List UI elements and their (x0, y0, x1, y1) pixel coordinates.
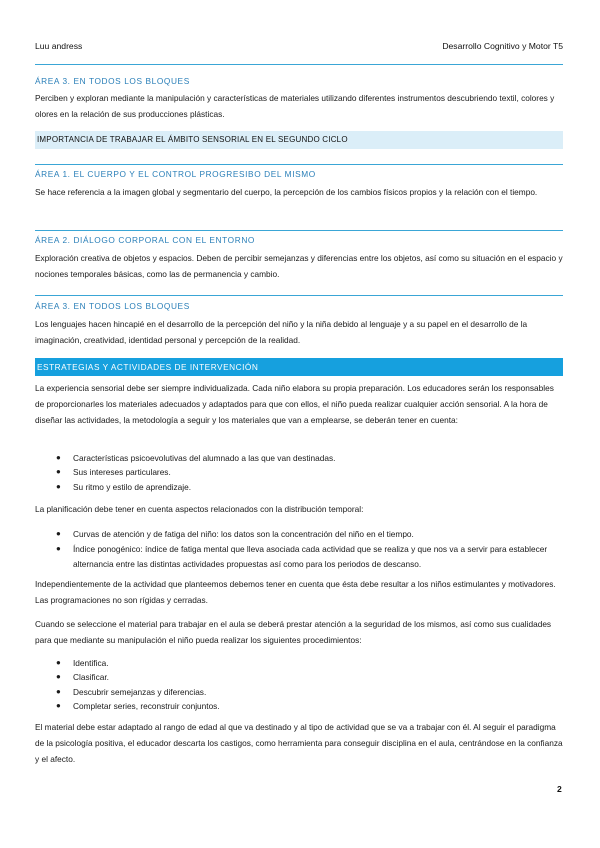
bullet-icon: ● (56, 453, 61, 462)
header-course: Desarrollo Cognitivo y Motor T5 (442, 41, 563, 51)
bullet-icon: ● (56, 686, 61, 696)
strategies-heading-band: ESTRATEGIAS Y ACTIVIDADES DE INTERVENCIÓN (35, 358, 563, 376)
list-item: ● Sus intereses particulares. (35, 465, 563, 479)
bullet-icon: ● (56, 672, 61, 682)
section-title-area1: ÁREA 1. EL CUERPO Y EL CONTROL PROGRESIBO DEL MISMO (35, 169, 316, 179)
selection-paragraph: Cuando se seleccione el material para trabajar en el aula se deberá prestar atención a la seguridad de los mismos, así como sus cualidades para que mediante su manipulación el niño pueda realizar los siguientes procedimientos: (35, 619, 552, 645)
header-author: Luu andress (35, 41, 83, 51)
list-item: ● Su ritmo y estilo de aprendizaje. (35, 480, 563, 494)
section-text-area1: Se hace referencia a la imagen global y segmentario del cuerpo, la percepción de los cambios físicos propios y la relación con el tiempo. (35, 187, 538, 197)
section-text-area2: Exploración creativa de objetos y espacios. Deben de percibir semejanzas y diferencias entre los objetos, así como su situación en el espacio y nociones temporales básicas, como las de permanencia y cambio. (35, 253, 563, 279)
temporal-aspects-list (35, 527, 563, 571)
independently-paragraph: Independientemente de la actividad que planteemos debemos tener en cuenta que ésta debe resultar a los niños estimulantes y motivadores. Las programaciones no son rígidas y cerradas. (35, 579, 556, 605)
list-item: ● Identifica. (35, 656, 563, 670)
list-item: ● Características psicoevolutivas del alumnado a las que van destinadas. (35, 451, 563, 465)
planning-paragraph: La planificación debe tener en cuenta aspectos relacionados con la distribución temporal: (35, 504, 364, 514)
bullet-icon: ● (56, 481, 61, 491)
bullet-icon: ● (56, 658, 61, 667)
page-number: 2 (557, 784, 562, 794)
bullet-icon: ● (56, 701, 61, 711)
strategies-intro: La experiencia sensorial debe ser siempre individualizada. Cada niño elabora su propia preparación. Los educadores serán los responsables de proporcionarles los materiales adecuados y adaptados para que con ellos, el niño pueda realizar cualquier acción sensorial. A la hora de diseñar las actividades, la metodología a seguir y los materiales que van a emplearse, se deberán tener en cuenta: (35, 383, 554, 425)
list-item: ● Clasificar. (35, 670, 563, 684)
section-title-area2: ÁREA 2. DIÁLOGO CORPORAL CON EL ENTORNO (35, 235, 255, 245)
list-item: ● Curvas de atención y de fatiga del niño: los datos son la concentración del niño en el tiempo. (35, 527, 563, 541)
list-item: ● Completar series, reconstruir conjuntos. (35, 699, 563, 713)
section-rule (35, 295, 563, 296)
header-rule (35, 64, 563, 65)
bullet-icon: ● (56, 529, 61, 538)
section-rule (35, 230, 563, 231)
section-title-area3-second: ÁREA 3. EN TODOS LOS BLOQUES (35, 301, 190, 311)
list-item: ● Descubrir semejanzas y diferencias. (35, 685, 563, 699)
section-rule (35, 164, 563, 165)
section-title-area3-first: ÁREA 3. EN TODOS LOS BLOQUES (35, 76, 190, 86)
bullet-icon: ● (56, 467, 61, 477)
closing-paragraph: El material debe estar adaptado al rango de edad al que va destinado y al tipo de actividad que se va a trabajar con él. Al seguir el paradigma de la psicología positiva, el educador descarta los castigos, como herramienta para conseguir disciplina en el aula, centrándose en la confianza y el afecto. (35, 722, 563, 764)
section-text-area3-first: Perciben y exploran mediante la manipulación y características de materiales utilizando diferentes instrumentos descubriendo textil, colores y olores en la relación de sus producciones plásticas. (35, 93, 555, 119)
procedures-list (35, 656, 563, 714)
importance-heading-band: IMPORTANCIA DE TRABAJAR EL ÁMBITO SENSORIAL EN EL SEGUNDO CICLO (35, 131, 563, 149)
list-item: ● Índice ponogénico: índice de fatiga mental que lleva asociada cada actividad que se realiza y que nos va a servir para establecer alternancia entre las distintas actividades propuestas así como para los periodos de descanso. (56, 544, 548, 569)
considerations-list (35, 451, 563, 494)
bullet-icon: ● (56, 544, 61, 554)
section-text-area3-second: Los lenguajes hacen hincapié en el desarrollo de la percepción del niño y la niña debido al lenguaje y a su papel en el desarrollo de la imaginación, creatividad, identidad personal y percepción de la realidad. (35, 319, 528, 345)
